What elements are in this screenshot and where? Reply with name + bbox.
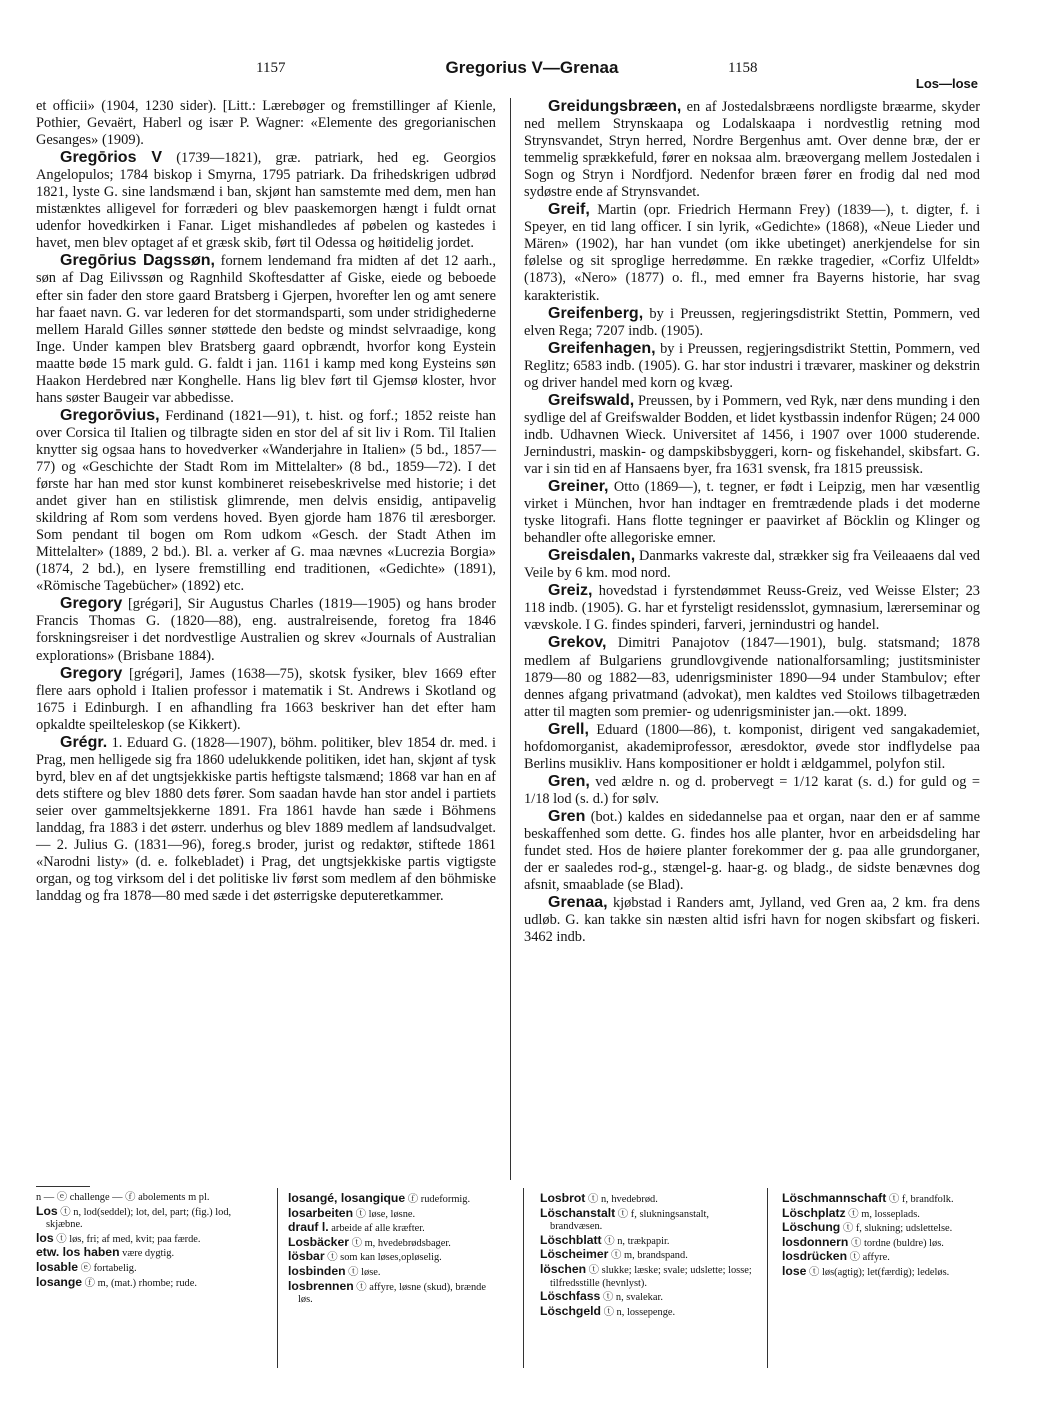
- entry-headword: Greif,: [548, 201, 590, 219]
- glossary-item: [782, 1221, 982, 1236]
- entry-text: (bot.) kaldes en sidedannelse paa et organ, naar den er af samme beskaffenhed som dette. G. findes hos alle planter, hvor en arbeidsdeling har fundet sted. Hos de høiere planter forekommer der g. paa alle grundorganer, der er saaledes rod-g., stængel-g. haar-g. og bladg., de sidste benævnes dog afsnit, smaablade (se Blad).: [524, 808, 980, 894]
- dictionary-entry: [36, 734, 496, 905]
- glossary-item: [540, 1248, 752, 1263]
- glossary-item: [782, 1265, 982, 1280]
- dictionary-entry: [36, 407, 496, 596]
- entry-text: by i Preussen, regjeringsdistrikt Stettin, Pommern, ved elven Rega; 7207 indb. (1905).: [524, 305, 980, 339]
- entry-headword: Gren,: [548, 772, 590, 790]
- entry-text: ved ældre n. og d. probervegt = 1/12 karat (s. d.) for guld og = 1/18 lod (s. d.) for sølv.: [524, 773, 980, 807]
- entry-text: Danmarks vakreste dal, strækker sig fra Veileaaens dal ved Veile by 6 km. mod nord.: [524, 548, 980, 582]
- glossary-word: Löschgeld: [540, 1303, 601, 1318]
- glossary-item: [36, 1246, 262, 1261]
- glossary-word: losangé, losangique: [288, 1191, 406, 1205]
- glossary-text: ⓣ n, trækpapir.: [604, 1235, 670, 1247]
- glossary-text: ⓣ affyre, løsne (skud), brænde løs.: [298, 1281, 486, 1306]
- dictionary-entry: [524, 392, 980, 478]
- glossary-item: [540, 1305, 752, 1320]
- glossary-word: losbinden: [288, 1263, 346, 1278]
- glossary-item: [288, 1250, 500, 1265]
- glossary-item: [540, 1234, 752, 1249]
- glossary-text: ⓣ affyre.: [849, 1252, 890, 1264]
- dictionary-entry: [524, 582, 980, 634]
- dictionary-entry: [36, 252, 496, 406]
- column-rule: [510, 98, 511, 1180]
- glossary-word: löschen: [540, 1261, 587, 1276]
- glossary-text: ⓣ n, lod(seddel); lot, del, part; (fig.) lod, skjæbne.: [46, 1206, 232, 1231]
- dictionary-entry: [36, 98, 496, 149]
- dictionary-entry: [524, 98, 980, 201]
- entry-headword: Grégr.: [60, 733, 108, 751]
- glossary-text: ⓔ fortabelig.: [80, 1262, 137, 1274]
- entry-text: Otto (1869—), t. tegner, er født i Leipzig, men har væsentlig virket i München, hvor han indtager en fremtrædende plads i det moderne tyske litografi. Hans flotte tegninger er paavirket af Böcklin og Klinger og behandler ofte allegoriske emner.: [524, 479, 980, 547]
- entry-text: et officii» (1904, 1230 sider). [Litt.: Lærebøger og fremstillinger af Kienle, Pothier, Gevaërt, Haberl og især P. Wagner: «Elemente des gregorianischen Gesanges» (1909).: [36, 98, 496, 149]
- dictionary-entry: [36, 665, 496, 734]
- dictionary-entry: [524, 201, 980, 304]
- entry-text: 1. Eduard G. (1828—1907), böhm. politiker, blev 1854 dr. med. i Prag, men helligede sig fra 1860 udelukkende politiken, idet han, skjønt af tysk byrd, blev en af det ungtsjekkiske partis heftigste talsmænd; 1868 var han en af dets stiftere og blev 1880 dets fører. Som saadan havde han stor andel i partiets seier over gammeltsjekkerne 1891. Fra 1861 havde han sæde i Böhmens landdag, fra 1883 i det østerr. underhus og blev 1889 medlem af landsudvalget. — 2. Julius G. (1831—96), foreg.s broder, jurist og redaktør, stiftede 1861 «Narodni listy» (d. e. folkebladet) i Prag, det ungtsjekkiske partis vigtigste organ, og tog virksom del i det politiske liv først som medlem af den böhmiske landdag og fra 1878—80 med sæde i det østerrigske deputeretkammer.: [36, 734, 496, 905]
- glossary-text: være dygtig.: [122, 1248, 175, 1260]
- glossary-word: losarbeiten: [288, 1205, 354, 1220]
- glossary-item: [288, 1280, 500, 1307]
- glossary-text: ⓣ n, lossepenge.: [603, 1306, 676, 1318]
- glossary-text: ⓕ rudeformig.: [407, 1194, 471, 1205]
- glossary-text: n — ⓔ challenge — ⓕ abolements m pl.: [36, 1192, 210, 1203]
- page-title: Gregorius V—Grenaa: [445, 58, 619, 77]
- right-column: [524, 98, 980, 946]
- glossary-text: ⓣ m, losseplads.: [848, 1208, 920, 1220]
- glossary-item: [36, 1261, 262, 1276]
- entry-headword: Gregorōvius,: [60, 406, 160, 424]
- glossary-word: losbrennen: [288, 1278, 354, 1293]
- glossary-text: ⓣ løs, fri; af med, kvit; paa færde.: [56, 1233, 201, 1245]
- glossary-word: Losbrot: [540, 1191, 586, 1205]
- glossary-item: [288, 1207, 500, 1222]
- glossary-item: [540, 1290, 752, 1305]
- glossary-word: los: [36, 1230, 54, 1245]
- entry-headword: Greifswald,: [548, 391, 635, 409]
- corner-keyword: Los—lose: [915, 76, 978, 91]
- glossary-item: [36, 1232, 262, 1247]
- glossary-column-2: [288, 1192, 500, 1392]
- glossary-item: [288, 1265, 500, 1280]
- entry-headword: Greifenhagen,: [548, 339, 656, 357]
- glossary-text: ⓣ slukke; læske; svale; udslette; losse; tilfredsstille (hevnlyst).: [550, 1264, 752, 1289]
- glossary-item: [288, 1236, 500, 1251]
- glossary-word: Löschmannschaft: [782, 1191, 887, 1205]
- entry-headword: Gren: [548, 807, 586, 825]
- glossary-word: Löschplatz: [782, 1205, 846, 1220]
- glossary-column-3: [540, 1192, 752, 1392]
- entry-text: Dimitri Panajotov (1847—1901), bulg. statsmand; 1878 medlem af Bulgariens grundlovgivende nationalforsamling; justitsminister 1879—80 og 1882—83, udenrigsminister 1890—94 under Stambulov; efter dennes afgang privatmand (advokat), men kaldtes ved Stoilows tilbagetræden atter til magten som premier- og udenrigsminister jan.—okt. 1899.: [524, 635, 980, 720]
- glossary-item: [288, 1221, 500, 1236]
- glossary-item: [288, 1192, 500, 1207]
- glossary-text: ⓣ løse, løsne.: [355, 1208, 416, 1220]
- glossary-word: drauf l.: [288, 1220, 329, 1235]
- glossary-item: [782, 1192, 982, 1207]
- dictionary-entry: [524, 634, 980, 720]
- entry-headword: Gregōrius Dagssøn,: [60, 252, 215, 270]
- entry-headword: Gregory: [60, 664, 123, 682]
- page-number-left: 1157: [256, 60, 286, 76]
- glossary-text: ⓣ løse.: [348, 1266, 381, 1278]
- footnote-rule: [36, 1186, 90, 1187]
- dictionary-entry: [524, 547, 980, 582]
- glossary-word: Losbäcker: [288, 1234, 349, 1249]
- glossary-column-1: [36, 1192, 262, 1392]
- dictionary-entry: [524, 773, 980, 808]
- glossary-text: ⓣ løs(agtig); let(færdig); ledeløs.: [809, 1266, 950, 1278]
- entry-text: [grégəri], Sir Augustus Charles (1819—1905) og hans broder Francis Thomas G. (1820—88), eng. australreisende, foretog fra 1846 forskningsreiser i det nordvestlige Australien og skrev «Journals of Australian explorations» (Brisbane 1884).: [36, 596, 496, 664]
- glossary-word: Löschung: [782, 1220, 841, 1235]
- glossary-text: ⓣ m, hvedebrødsbager.: [351, 1237, 451, 1249]
- entry-text: [grégəri], James (1638—75), skotsk fysiker, blev 1669 efter flere aars ophold i Italien professor i matematik i St. Andrews i Skotland og 1675 i Edinburgh. I en afhandling fra 1663 beskriver han det efter ham opkaldte speilteleskop (se Kikkert).: [36, 665, 496, 733]
- glossary-item: [540, 1207, 752, 1234]
- glossary-text: ⓣ n, hvedebrød.: [587, 1194, 658, 1205]
- entry-headword: Grenaa,: [548, 894, 608, 912]
- entry-text: Ferdinand (1821—91), t. hist. og forf.; 1852 reiste han over Corsica til Italien og tilbragte siden en stor del af sit liv i Rom. Til Italien knytter sig ogsaa hans to hovedverker «Wanderjahre in Italien» (5 bd., 1857—77) og «Geschichte der Stadt Rom im Mittelalter» (8 bd., 1859—72). I det første har han med stor kunst kombineret reisebeskrivelse med historie; i det andet giver han en stilistisk glimrende, men delvis ensidig, antipavelig skildring af Rom som verdens hoved. Byen gjorde ham 1876 til æresborger. Som pendant til bogen om Rom udkom «Gesch. der Stadt Athen im Mittelalter» (1889, 2 bd.). Bl. a. verker af G. maa nævnes «Lucrezia Borgia» (1874, 2 bd.), en lysere fremstilling end traditionen, «Gedichte» (1891), «Römische Tagebücher» (1892) etc.: [36, 407, 496, 595]
- glossary-divider: [523, 1188, 524, 1368]
- entry-text: kjøbstad i Randers amt, Jylland, ved Gren aa, 2 km. fra dens udløb. G. kan takke sin næsten altid isfri havn for nogen skibsfart og fiskeri. 3462 indb.: [524, 895, 980, 946]
- glossary-item: [540, 1263, 752, 1290]
- glossary-item: [782, 1207, 982, 1222]
- entry-headword: Greiz,: [548, 582, 593, 600]
- glossary-text: ⓣ tordne (buldre) løs.: [850, 1237, 944, 1249]
- entry-text: Eduard (1800—86), t. komponist, dirigent ved sangakademiet, hofdomorganist, akademiprofessor, æresdoktor, øvede stor indflydelse paa Berlins musikliv. Hans kompositioner er holdt i ældgammel, polyfon stil.: [524, 721, 980, 772]
- glossary-text: ⓣ f, slukning; udslettelse.: [842, 1223, 953, 1235]
- dictionary-entry: [36, 149, 496, 252]
- glossary-item: [782, 1250, 982, 1265]
- glossary-item: [540, 1192, 752, 1207]
- entry-headword: Gregōrios V: [60, 149, 163, 167]
- entry-text: by i Preussen, regjeringsdistrikt Stettin, Pommern, ved Reglitz; 6583 indb. (1905). G. har stor industri i trævarer, maskiner og dekstrin og driver handel med korn og kvæg.: [524, 340, 980, 391]
- left-column: [36, 98, 496, 905]
- glossary-divider: [767, 1188, 768, 1368]
- glossary-divider: [277, 1188, 278, 1368]
- entry-headword: Greifenberg,: [548, 304, 644, 322]
- entry-headword: Gregory: [60, 595, 123, 613]
- entry-headword: Greidungsbræen,: [548, 98, 682, 115]
- glossary-text: arbeide af alle kræfter.: [331, 1223, 425, 1235]
- entry-headword: Grell,: [548, 720, 589, 738]
- glossary-item: [36, 1192, 262, 1205]
- glossary-word: Löschblatt: [540, 1232, 602, 1247]
- dictionary-entry: [524, 478, 980, 547]
- glossary-text: ⓣ f, slukningsanstalt, brandvæsen.: [550, 1208, 709, 1233]
- glossary-text: ⓣ m, brandspand.: [611, 1250, 688, 1262]
- glossary-word: lösbar: [288, 1249, 325, 1264]
- glossary-word: losable: [36, 1259, 78, 1274]
- dictionary-entry: [524, 894, 980, 946]
- dictionary-entry: [36, 595, 496, 664]
- dictionary-entry: [524, 721, 980, 773]
- glossary-word: etw. los haben: [36, 1245, 120, 1260]
- entry-text: Martin (opr. Friedrich Hermann Frey) (1839—), t. digter, f. i Speyer, en tid lang officer. I sin lyrik, «Gedichte» (1868), «Neue Lieder und Mären» (1902), har han vundet (om ikke ubetinget) anerkjendelse for sin følelse og sit sproglige herredømme. En række tragedier, «Corfiz Ulfeldt» (1873), «Nero» (1877) o. fl., med emner fra Bayerns historie, har svag karakteristik.: [524, 202, 980, 304]
- entry-text: hovedstad i fyrstendømmet Reuss-Greiz, ved Weisse Elster; 23 118 indb. (1905). G. har et fyrsteligt residensslot, gymnasium, lærerseminar og vævskole. I G. findes spinderi, farveri, jernindustri og handel.: [524, 583, 980, 634]
- dictionary-entry: [524, 340, 980, 392]
- glossary-text: ⓕ m, (mat.) rhombe; rude.: [84, 1277, 197, 1289]
- glossary-word: Löschfass: [540, 1289, 601, 1304]
- dictionary-entry: [524, 305, 980, 340]
- glossary-item: [782, 1236, 982, 1251]
- glossary-word: Los: [36, 1203, 58, 1218]
- entry-headword: Greisdalen,: [548, 547, 636, 565]
- glossary-word: losdrücken: [782, 1249, 848, 1264]
- glossary-word: Löscheimer: [540, 1247, 609, 1262]
- glossary-column-4: [782, 1192, 982, 1392]
- entry-text: Preussen, by i Pommern, ved Ryk, nær dens munding i den sydlige del af Greifswalder Bodden, et lidet kystbassin indenfor Rügen; 24 000 indb. Udhavnen Wieck. Universitet af 1456, i 1907 over 1000 studerende. Jernindustri, maskin- og dampskibsbyggeri, korn- og fiskehandel, skibsfart. G. var i sin tid en af Hansaens byer, fra 1631 svensk, fra 1815 preussisk.: [524, 392, 980, 477]
- glossary-word: losdonnern: [782, 1234, 849, 1249]
- glossary-text: ⓣ som kan løses,opløselig.: [327, 1252, 442, 1264]
- glossary-text: ⓣ n, svalekar.: [602, 1292, 663, 1304]
- entry-text: (1739—1821), græ. patriark, hed eg. Georgios Angelopulos; 1784 biskop i Smyrna, 1795 patriark. Da frihedskrigen udbrød 1821, lyste G. sine landsmænd i ban, skjønt han samstemte med dem, men han mistænktes alligevel for forræderi og blev paaskemorgen hængt i fuldt ornat udenfor hovedkirken i Fanar. Liget mishandledes af pøbelen og kastedes i havet, men blev optaget af et græsk skib, ført til Odessa og høitidelig jordet.: [36, 150, 496, 252]
- entry-text: en af Jostedalsbræens nordligste bræarme, skyder ned mellem Strynskaapa og Lodalskaapa i nordvestlig retning mod Strynsvandet, Stryn herred, Nordre Bergenhus amt. Over denne bræ, der er temmelig sprækkefuld, fører en noksaa alm. bræovergang mellem Jostedalen i Sogn og Stryn i Nordfjord. Nedenfor bræen fører en frodig dal ned mod sydøstre ende af Strynsvandet.: [524, 99, 980, 201]
- glossary-word: losange: [36, 1274, 83, 1289]
- glossary-word: lose: [782, 1263, 807, 1278]
- entry-text: fornem lendemand fra midten af det 12 aarh., søn af Dag Eilivssøn og Ragnhild Skoftesdatter af Giske, eiede og beboede efter sin fader den store gaard Bratsberg i Gjerpen, hvorefter len og amt senere har faaet navn. G. var lederen for det stormandsparti, som under stridighederne mellem Harald Gilles sønner støttede den bedste og mindst selvraadige, kong Inge. Under kampen blev Bratsberg gaard opbrændt, hvorfor kong Eystein maatte bøde 15 mark guld. G. faldt i jan. 1161 i kamp med kong Eysteins søn Haakon Herdebred nær Konghelle. Hans lig blev ført til Gjemsø kloster, hvor hans søster Baugeir var abbedisse.: [36, 253, 497, 406]
- entry-headword: Grekov,: [548, 634, 607, 652]
- glossary-item: [36, 1276, 262, 1291]
- glossary-text: ⓣ f, brandfolk.: [888, 1194, 954, 1205]
- glossary-item: [36, 1205, 262, 1232]
- dictionary-entry: [524, 808, 980, 894]
- entry-headword: Greiner,: [548, 478, 609, 496]
- glossary-word: Löschanstalt: [540, 1205, 616, 1220]
- page-number-right: 1158: [728, 60, 758, 76]
- page-header: [0, 0, 1064, 100]
